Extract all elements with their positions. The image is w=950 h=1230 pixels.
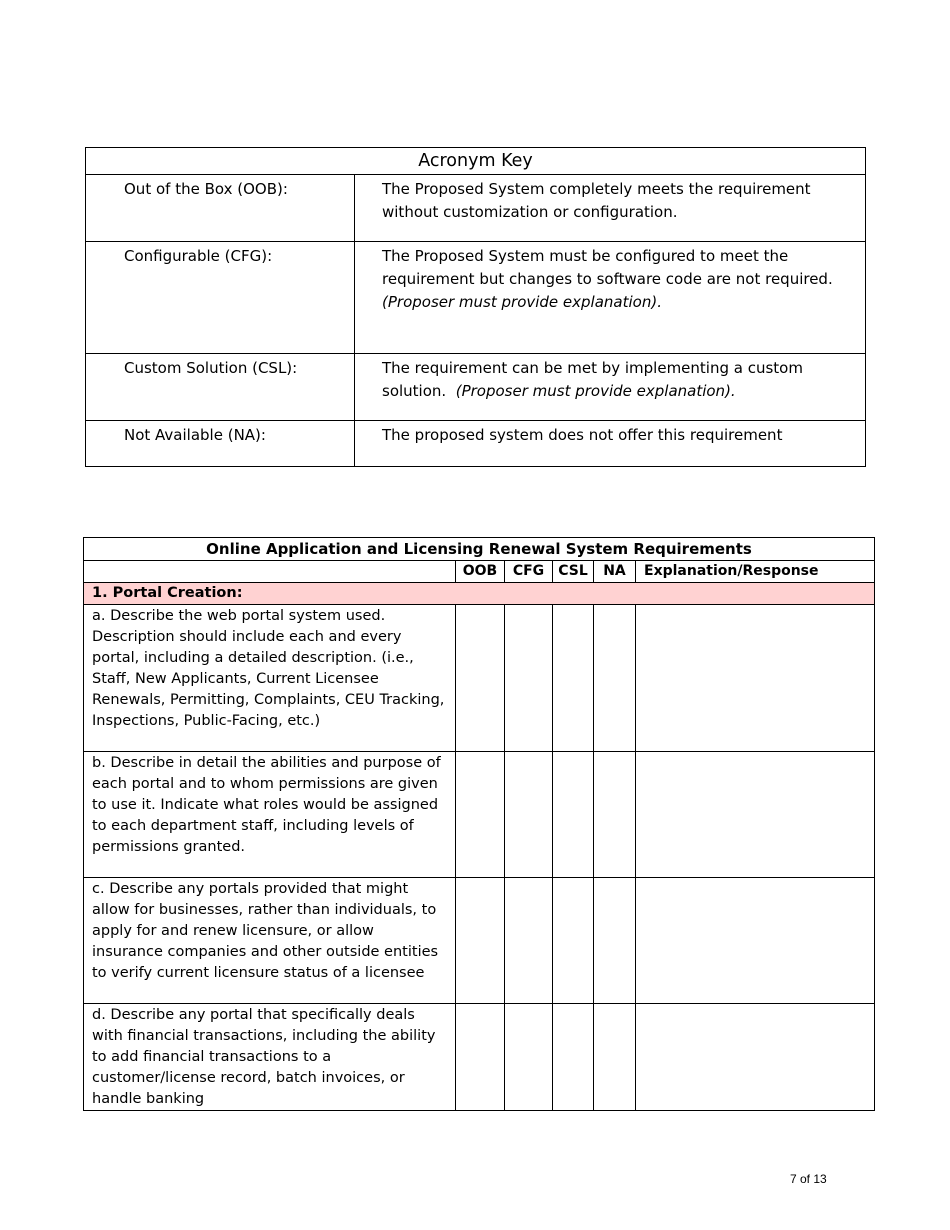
na-cell[interactable]: [594, 752, 636, 878]
table-row: [84, 1004, 875, 1111]
requirement-c: c. Describe any portals provided that might allow for businesses, rather than individuals, to apply for and renew licensure, or allow insurance companies and other outside entities to verify current licensure status of a licensee: [84, 878, 456, 1004]
acronym-definition-oob: The Proposed System completely meets the requirement without customization or configuration.: [355, 175, 866, 242]
header-csl: CSL: [553, 561, 594, 583]
na-cell[interactable]: [594, 1004, 636, 1111]
table-row: [84, 605, 875, 752]
acronym-term-csl: Custom Solution (CSL):: [86, 354, 355, 421]
cfg-cell[interactable]: [505, 605, 553, 752]
acronym-term-cfg: Configurable (CFG):: [86, 242, 355, 354]
cfg-cell[interactable]: [505, 752, 553, 878]
na-cell[interactable]: [594, 878, 636, 1004]
csl-cell[interactable]: [553, 878, 594, 1004]
requirement-d: d. Describe any portal that specifically deals with financial transactions, including the ability to add financial transactions to a customer/license record, batch invoices, or handle banking: [84, 1004, 456, 1111]
explanation-cell[interactable]: [636, 878, 875, 1004]
header-blank: [84, 561, 456, 583]
acronym-definition-csl: The requirement can be met by implementing a custom solution. (Proposer must provide explanation).: [355, 354, 866, 421]
requirement-a: a. Describe the web portal system used. Description should include each and every portal, including a detailed description. (i.e., Staff, New Applicants, Current Licensee Renewals, Permitting, Complaints, CEU Tracking, Inspections, Public-Facing, etc.): [84, 605, 456, 752]
oob-cell[interactable]: [456, 1004, 505, 1111]
acronym-key-table: [85, 147, 866, 467]
oob-cell[interactable]: [456, 752, 505, 878]
header-oob: OOB: [456, 561, 505, 583]
explanation-cell[interactable]: [636, 605, 875, 752]
na-cell[interactable]: [594, 605, 636, 752]
acronym-note-cfg: (Proposer must provide explanation).: [382, 293, 662, 311]
oob-cell[interactable]: [456, 878, 505, 1004]
oob-cell[interactable]: [456, 605, 505, 752]
csl-cell[interactable]: [553, 605, 594, 752]
header-na: NA: [594, 561, 636, 583]
header-explanation: Explanation/Response: [636, 561, 875, 583]
acronym-definition-cfg: The Proposed System must be configured to meet the requirement but changes to software code are not required. (Proposer must provide explanation).: [355, 242, 866, 354]
csl-cell[interactable]: [553, 752, 594, 878]
csl-cell[interactable]: [553, 1004, 594, 1111]
cfg-cell[interactable]: [505, 878, 553, 1004]
page-number: 7 of 13: [790, 1172, 827, 1186]
section-portal-creation: 1. Portal Creation:: [84, 583, 875, 605]
acronym-key-title: Acronym Key: [86, 148, 866, 175]
explanation-cell[interactable]: [636, 1004, 875, 1111]
cfg-cell[interactable]: [505, 1004, 553, 1111]
table-row: [84, 752, 875, 878]
header-cfg: CFG: [505, 561, 553, 583]
acronym-definition-na: The proposed system does not offer this requirement: [355, 421, 866, 467]
acronym-term-oob: Out of the Box (OOB):: [86, 175, 355, 242]
requirements-title: Online Application and Licensing Renewal System Requirements: [84, 538, 875, 561]
acronym-note-csl: (Proposer must provide explanation).: [455, 382, 736, 400]
acronym-term-na: Not Available (NA):: [86, 421, 355, 467]
requirement-b: b. Describe in detail the abilities and purpose of each portal and to whom permissions are given to use it. Indicate what roles would be assigned to each department staff, including levels of permissions granted.: [84, 752, 456, 878]
explanation-cell[interactable]: [636, 752, 875, 878]
requirements-table: [83, 537, 875, 1111]
table-row: [84, 878, 875, 1004]
